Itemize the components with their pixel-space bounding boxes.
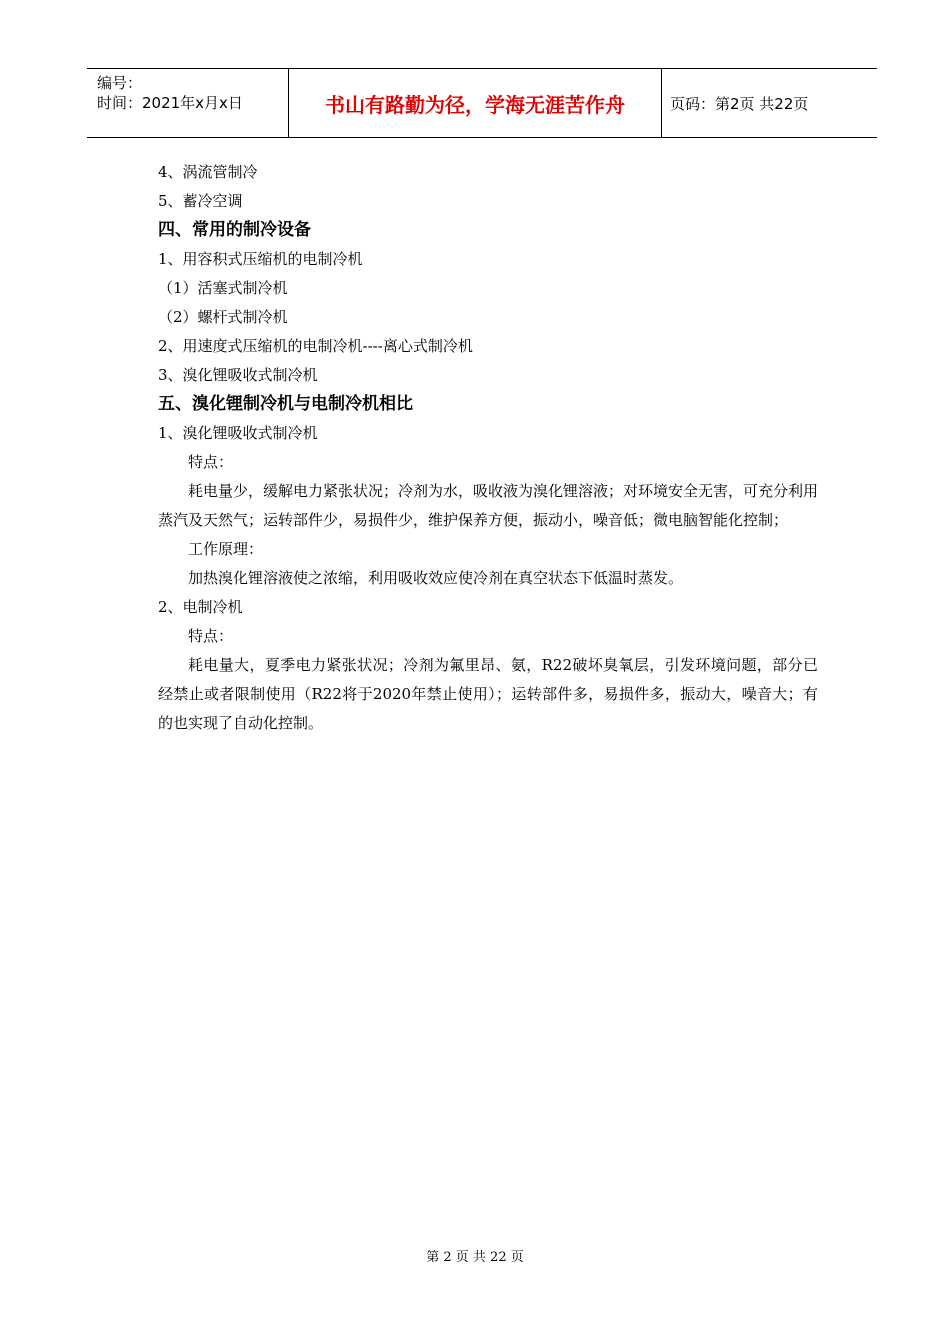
sub-label: 特点： [188,453,234,471]
list-item: 4、涡流管制冷 [158,163,258,181]
header-meta [87,69,288,137]
sub-label: 工作原理： [188,540,264,558]
header-motto: 书山有路勤为径，学海无涯苦作舟 [288,69,662,137]
list-item: 2、用速度式压缩机的电制冷机----离心式制冷机 [158,337,473,355]
list-item: （2）螺杆式制冷机 [158,308,288,326]
page-footer: 第 2 页 共 22 页 [426,1250,524,1265]
list-item: 1、溴化锂吸收式制冷机 [158,424,318,442]
paragraph: 耗电量少，缓解电力紧张状况；冷剂为水，吸收液为溴化锂溶液；对环境安全无害，可充分利用蒸汽及天然气；运转部件少，易损件少，维护保养方便，振动小，噪音低；微电脑智能化控制； [158,482,819,529]
list-item: （1）活塞式制冷机 [158,279,288,297]
number-label: 编号： [97,74,143,92]
document-body [158,158,818,738]
list-item: 2、电制冷机 [158,598,243,616]
sub-label: 特点： [188,627,234,645]
list-item: 5、蓄冷空调 [158,192,243,210]
header-page-info: 页码：第2页 共22页 [670,94,809,113]
list-item: 1、用容积式压缩机的电制冷机 [158,250,363,268]
page-header [87,68,877,138]
paragraph: 耗电量大，夏季电力紧张状况；冷剂为氟里昂、氨，R22破坏臭氧层，引发环境问题，部分已经禁止或者限制使用（R22将于2020年禁止使用）；运转部件多，易损件多，振动大，噪音大；有的也实现了自动化控制。 [158,656,818,732]
time-label: 时间：2021年x月x日 [97,94,243,112]
section-heading: 五、溴化锂制冷机与电制冷机相比 [158,394,413,414]
list-item: 3、溴化锂吸收式制冷机 [158,366,318,384]
section-heading: 四、常用的制冷设备 [158,220,311,240]
paragraph: 加热溴化锂溶液使之浓缩，利用吸收效应使冷剂在真空状态下低温时蒸发。 [188,569,684,587]
